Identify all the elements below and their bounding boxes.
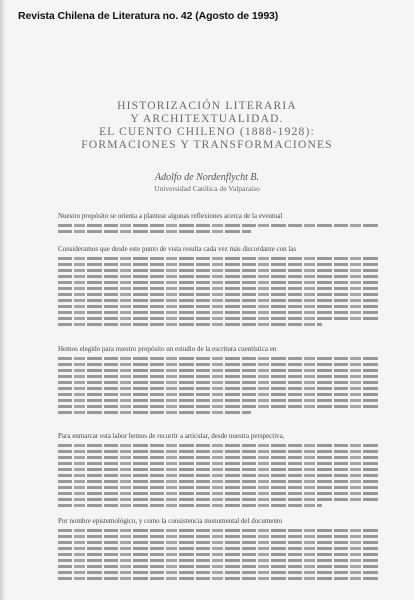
journal-header: Revista Chilena de Literatura no. 42 (Agosto de 1993) — [18, 10, 279, 22]
title-line: FORMACIONES Y TRANSFORMACIONES — [81, 139, 333, 151]
scan-edge-shadow — [0, 0, 6, 600]
paragraph-first-line: Para enmarcar esta labor hemos de recurrir a articular, desde nuestra perspectiva, — [58, 432, 285, 440]
paragraph-first-line: Por nombre epistemológico, y como la consistencia monumental del documento — [58, 517, 283, 525]
paragraph-first-line: Consideramos que desde este punto de vista resulta cada vez más discordante con las — [58, 245, 297, 253]
paragraph-first-line: Nuestro propósito se orienta a plantear algunas reflexiones acerca de la eventual — [58, 212, 283, 220]
author-affiliation: Universidad Católica de Valparaíso — [154, 184, 260, 193]
title-line: EL CUENTO CHILENO (1888-1928): — [99, 126, 315, 138]
title-line: HISTORIZACIÓN LITERARIA — [117, 100, 297, 112]
author-name: Adolfo de Nordenflycht B. — [154, 172, 260, 183]
body-paragraph — [58, 245, 380, 329]
title-line: Y ARCHITEXTUALIDAD. — [130, 113, 284, 125]
body-paragraph — [58, 345, 380, 417]
body-paragraph — [58, 517, 380, 583]
body-paragraph — [58, 212, 380, 236]
article-title — [0, 100, 414, 152]
paragraph-first-line: Hemos elegido para nuestro propósito un estudio de la escritura cuentística en — [58, 345, 277, 353]
body-paragraph — [58, 432, 380, 510]
